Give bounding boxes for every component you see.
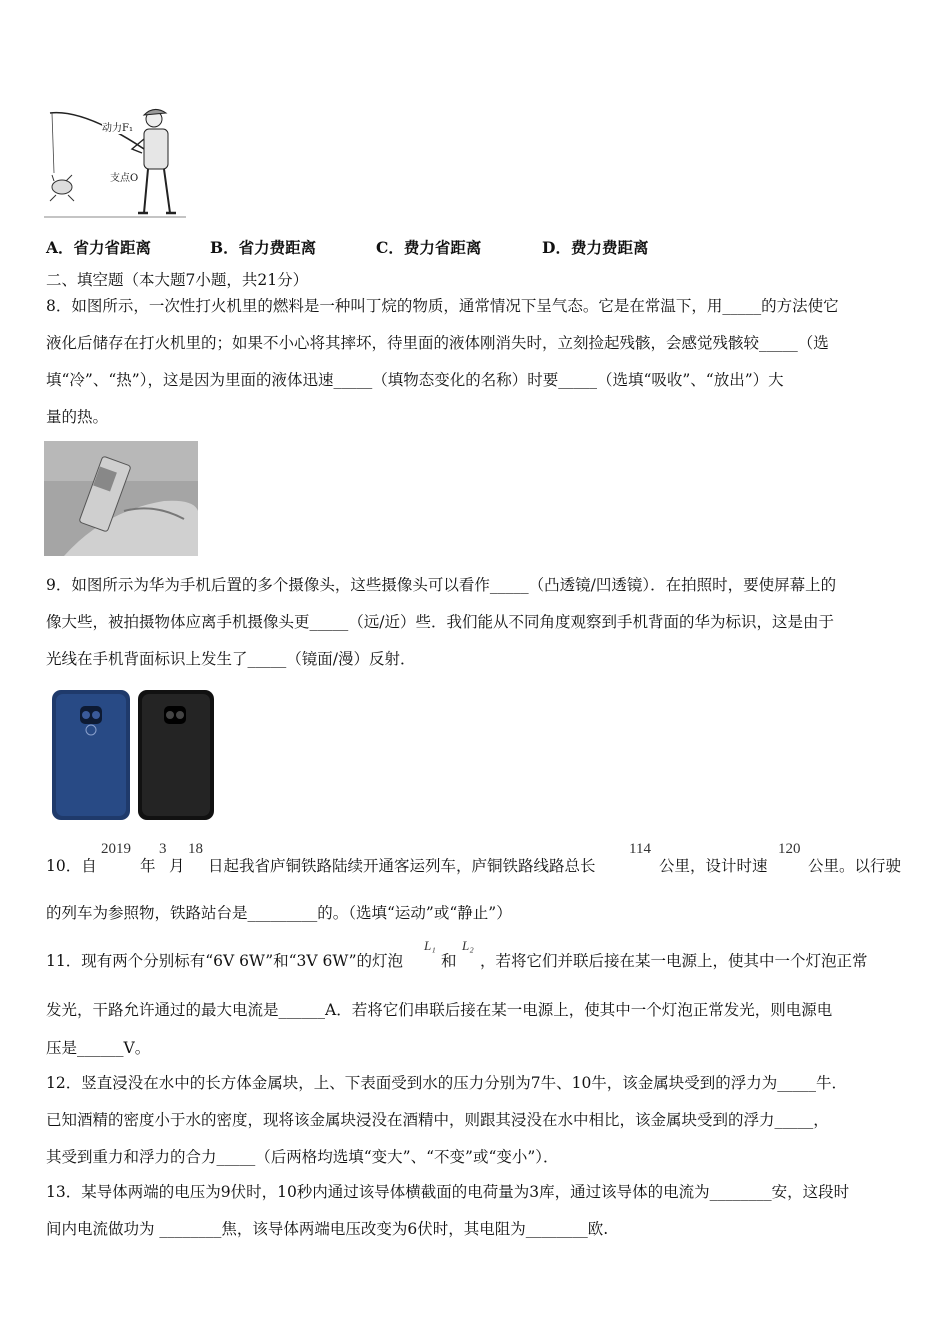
q8-line-3: 填“冷”、“热”），这是因为里面的液体迅速_____（填物态变化的名称）时要_____（选填“吸收”、“放出”）大: [46, 371, 784, 389]
pivot-label: 支点O: [110, 169, 138, 184]
q9-line-2: 像大些，被拍摄物体应离手机摄像头更_____（远/近）些．我们能从不同角度观察到手机背面的华为标识，这是由于: [46, 613, 834, 631]
q8-line-2: 液化后储存在打火机里的；如果不小心将其摔坏，待里面的液体刚消失时，立刻捡起残骸，会感觉残骸较_____（选: [46, 334, 829, 352]
q10-text-4: 日起我省庐铜铁路陆续开通客运列车，庐铜铁路线路总长: [208, 857, 596, 875]
q11-text-3: ，若将它们并联后接在某一电源上，使其中一个灯泡正常: [480, 952, 868, 970]
q12-line-1: 12．竖直浸没在水中的长方体金属块，上、下表面受到水的压力分别为7牛、10牛，该金属块受到的浮力为_____牛．: [46, 1074, 848, 1092]
q10-length: 114: [629, 841, 651, 857]
q11-L2: L₂: [462, 938, 474, 953]
q10-text-1: 10．自: [46, 857, 97, 875]
q8-line-4: 量的热。: [46, 408, 109, 426]
q11-line-3: 压是______V。: [46, 1039, 151, 1057]
option-c: C．费力省距离: [376, 238, 482, 257]
option-a: A．省力省距离: [46, 238, 152, 257]
option-b: B．省力费距离: [210, 238, 317, 257]
q10-line-1: [46, 856, 97, 876]
q10-text-3: 月: [169, 857, 185, 875]
lighter-drawing: [44, 441, 198, 556]
force-label: 动力F₁: [102, 119, 133, 134]
q10-text-5: 公里，设计时速: [659, 857, 768, 875]
q11-L1: L₁: [424, 938, 436, 953]
q13-line-1: 13．某导体两端的电压为9伏时，10秒内通过该导体横截面的电荷量为3库，通过该导体的电流为________安，这段时: [46, 1183, 850, 1201]
q9-line-3: 光线在手机背面标识上发生了_____（镜面/漫）反射．: [46, 650, 416, 668]
q11-line-2: 发光，干路允许通过的最大电流是______A．若将它们串联后接在某一电源上，使其中一个灯泡正常发光，则电源电: [46, 1001, 833, 1019]
q10-line-2: 的列车为参照物，铁路站台是_________的。（选填“运动”或“静止”）: [46, 904, 512, 922]
q10-text-2: 年: [140, 857, 156, 875]
q10-text-6: 公里。以行驶: [808, 857, 902, 875]
q10-speed: 120: [778, 841, 801, 857]
lighter-photo: [44, 441, 198, 556]
q12-line-3: 其受到重力和浮力的合力_____（后两格均选填“变大”、“不变”或“变小”）．: [46, 1148, 559, 1166]
q13-line-2: 间内电流做功为 ________焦，该导体两端电压改变为6伏时，其电阻为________欧.: [46, 1220, 609, 1238]
q9-line-1: 9．如图所示为华为手机后置的多个摄像头，这些摄像头可以看作_____（凸透镜/凹透镜）．在拍照时，要使屏幕上的: [46, 576, 837, 594]
q11-text-2: 和: [441, 952, 457, 970]
phones-drawing: [50, 688, 216, 822]
q11-text-1: 11．现有两个分别标有“6V 6W”和“3V 6W”的灯泡: [46, 952, 404, 970]
q10-day: 18: [188, 841, 203, 857]
q10-month: 3: [159, 841, 167, 857]
q10-year: 2019: [101, 841, 131, 857]
q8-line-1: 8．如图所示，一次性打火机里的燃料是一种叫丁烷的物质，通常情况下呈气态。它是在常温下，用_____的方法使它: [46, 297, 839, 315]
q12-line-2: 已知酒精的密度小于水的密度，现将该金属块浸没在酒精中，则跟其浸没在水中相比，该金属块受到的浮力_____，: [46, 1111, 829, 1129]
phones-photo: [50, 688, 216, 822]
fishing-lever-figure: [44, 103, 186, 219]
section-heading: 二、填空题（本大题7小题，共21分）: [46, 271, 309, 289]
option-d: D．费力费距离: [542, 238, 649, 257]
